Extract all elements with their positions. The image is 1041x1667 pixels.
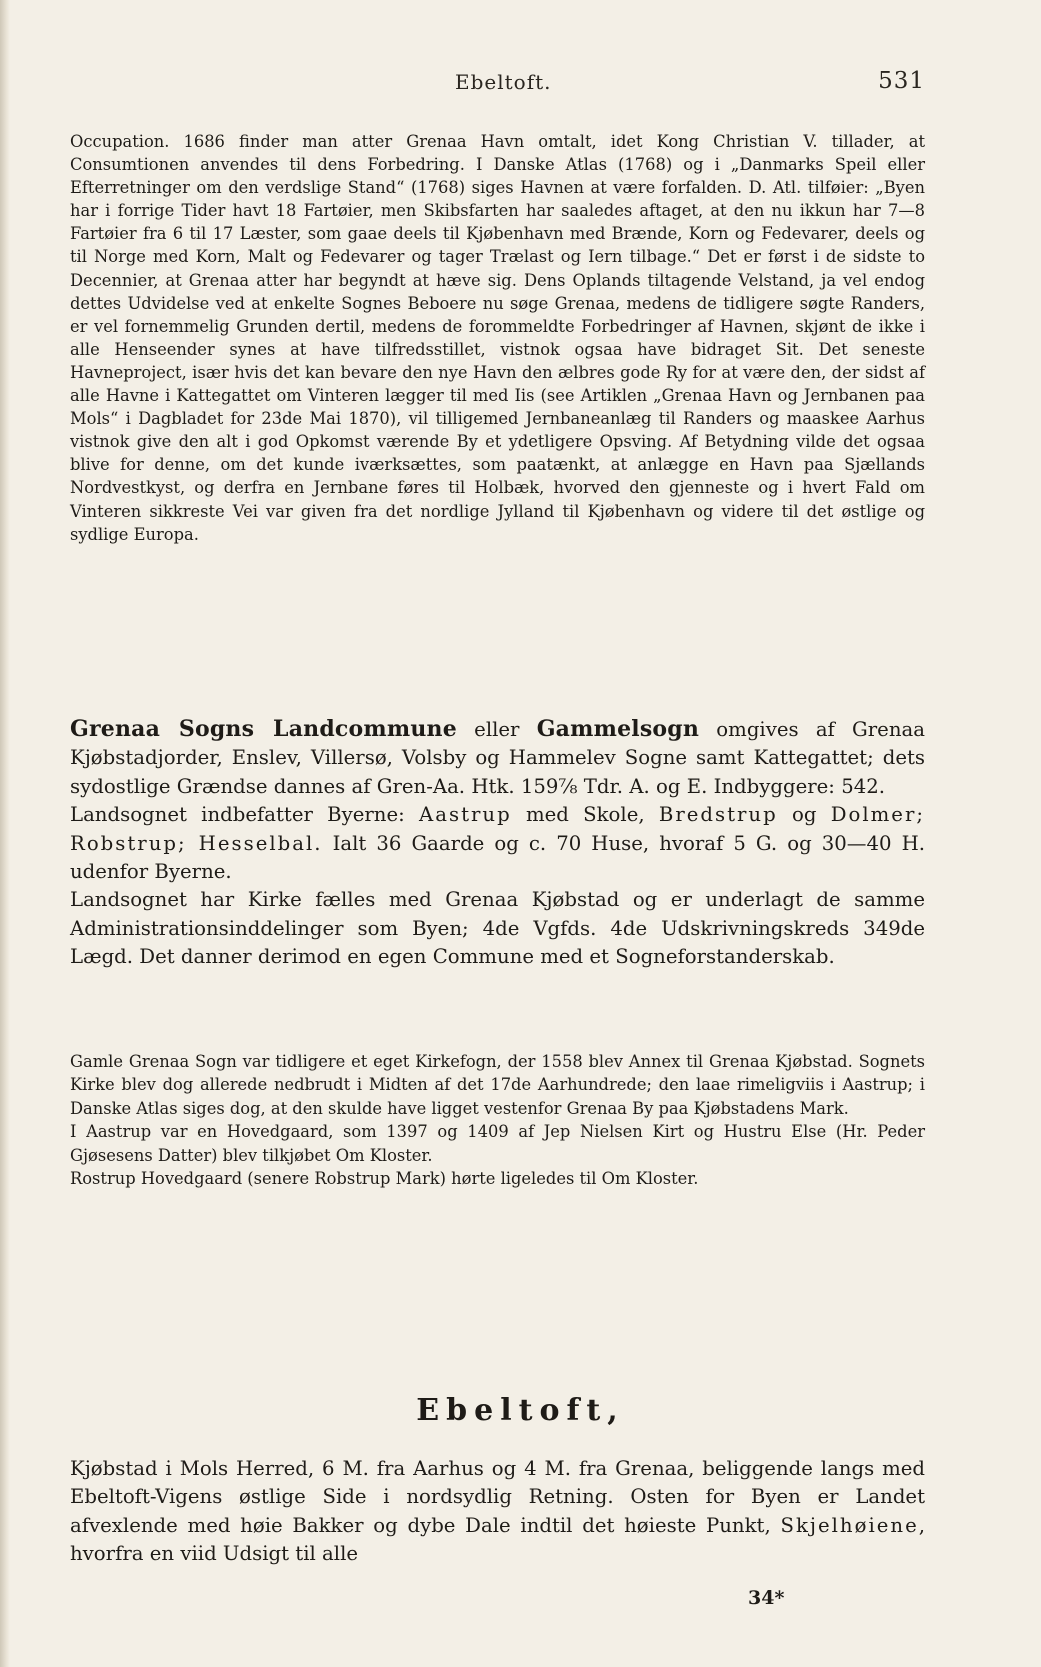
para2-c: og [777, 803, 831, 827]
para2-a: Landsognet indbefatter Byerne: [70, 803, 420, 827]
village-bredstrup: Bredstrup [658, 803, 778, 827]
note-2: I Aastrup var en Hovedgaard, som 1397 og 1409 af Jep Nielsen Kirt og Hustru Else (Hr. Peder Gjøsesens Datter) blev tilkjøbet Om Kloster. [70, 1122, 925, 1165]
commune-lead: eller [456, 718, 537, 741]
section-title: Ebeltoft, [416, 1393, 625, 1428]
page-number: 531 [878, 68, 925, 94]
page-header [0, 68, 1041, 108]
commune-paragraph-3: Landsognet har Kirke fælles med Grenaa Kjøbstad og er underlagt de samme Administrationsinddelinger som Byen; 4de Vgfds. 4de Udskrivningskreds 349de Lægd. Det danner derimod en egen Commune med et Sogneforstanderskab. [70, 888, 925, 969]
village-aastrup: Aastrup [419, 803, 512, 827]
commune-heading-2: Gammelsogn [536, 716, 700, 742]
place-skjelhoiene: Skjelhøiene [780, 1513, 919, 1537]
intro-section [70, 130, 925, 546]
ebeltoft-section [70, 1455, 925, 1569]
commune-paragraph-2 [70, 801, 925, 886]
commune-section [70, 715, 925, 972]
villages-rest: Dolmer; Robstrup; Hesselbal. [70, 803, 925, 855]
notes-section [70, 1050, 925, 1190]
signature-mark: 34* [748, 1587, 785, 1609]
commune-heading: Grenaa Sogns Landcommune [70, 716, 457, 742]
commune-text-1: omgives af Grenaa Kjøbstadjorder, Enslev, Villersø, Volsby og Hammelev Sogne samt Kattegattet; dets sydostlige Grændse dannes af Gren-Aa. Htk. 159⅞ Tdr. A. og E. Indbyggere: 542. [70, 718, 925, 798]
para2-d: Ialt 36 Gaarde og c. 70 Huse, hvoraf 5 G. og 30—40 H. udenfor Byerne. [70, 831, 925, 884]
commune-paragraph-1 [70, 715, 925, 801]
intro-paragraph: Occupation. 1686 finder man atter Grenaa Havn omtalt, idet Kong Christian V. tillader, at Consumtionen anvendes til dens Forbedring. I Danske Atlas (1768) og i „Danmarks Speil eller Efterretninger om den verdslige Stand“ (1768) siges Havnen at være forfalden. D. Atl. tilføier: „Byen har i forrige Tider havt 18 Fartøier, men Skibsfarten har saaledes aftaget, at den nu ikkun har 7—8 Fartøier fra 6 til 17 Læster, som gaae deels til Kjøbenhavn med Brænde, Korn og Fedevarer, deels og til Norge med Korn, Malt og Fedevarer og tager Trælast og Iern tilbage.“ Det er først i de sidste to Decennier, at Grenaa atter har begyndt at hæve sig. Dens Oplands tiltagende Velstand, ja vel endog dettes Udvidelse ved at enkelte Sognes Beboere nu søge Grenaa, medens de tidligere søgte Randers, er vel fornemmelig Grunden dertil, medens de forommeldte Forbedringer af Havnen, skjønt de ikke i alle Henseender synes at have tilfredsstillet, vistnok ogsaa have bidraget Sit. Det seneste Havneproject, især hvis det kan bevare den nye Havn den ælbres gode Ry for at være den, der sidst af alle Havne i Kattegattet om Vinteren lægger til med Iis (see Artiklen „Grenaa Havn og Jernbanen paa Mols“ i Dagbladet for 23de Mai 1870), vil tilligemed Jernbaneanlæg til Randers og maaskee Aarhus vistnok give den alt i god Opkomst værende By et ydetligere Opsving. Af Betydning vilde det ogsaa blive for denne, om det kunde iværksættes, som paatænkt, at anlægge en Havn paa Sjællands Nordvestkyst, og derfra en Jernbane føres til Holbæk, hvorved den gjenneste og i hvert Fald om Vinteren sikkreste Vei var given fra det nordlige Jylland til Kjøbenhavn og videre til det østlige og sydlige Europa. [70, 132, 925, 544]
ebeltoft-text-a: Kjøbstad i Mols Herred, 6 M. fra Aarhus og 4 M. fra Grenaa, beliggende langs med Ebeltoft-Vigens østlige Side i nordsydlig Retning. Osten for Byen er Landet afvexlende med høie Bakker og dybe Dale indtil det høieste Punkt, [70, 1457, 925, 1537]
running-head: Ebeltoft. [455, 70, 552, 94]
para2-b: med Skole, [511, 803, 659, 827]
note-3: Rostrup Hovedgaard (senere Robstrup Mark) hørte ligeledes til Om Kloster. [70, 1169, 699, 1189]
ebeltoft-text-b: , hvorfra en viid Udsigt til alle [70, 1513, 925, 1566]
note-1: Gamle Grenaa Sogn var tidligere et eget Kirkefogn, der 1558 blev Annex til Grenaa Kjøbstad. Sognets Kirke blev dog allerede nedbrudt i Midten af det 17de Aarhundrede; den laae rimeligviis i Aastrup; i Danske Atlas siges dog, at den skulde have ligget vestenfor Grenaa By paa Kjøbstadens Mark. [70, 1052, 925, 1118]
ebeltoft-paragraph [70, 1455, 925, 1569]
